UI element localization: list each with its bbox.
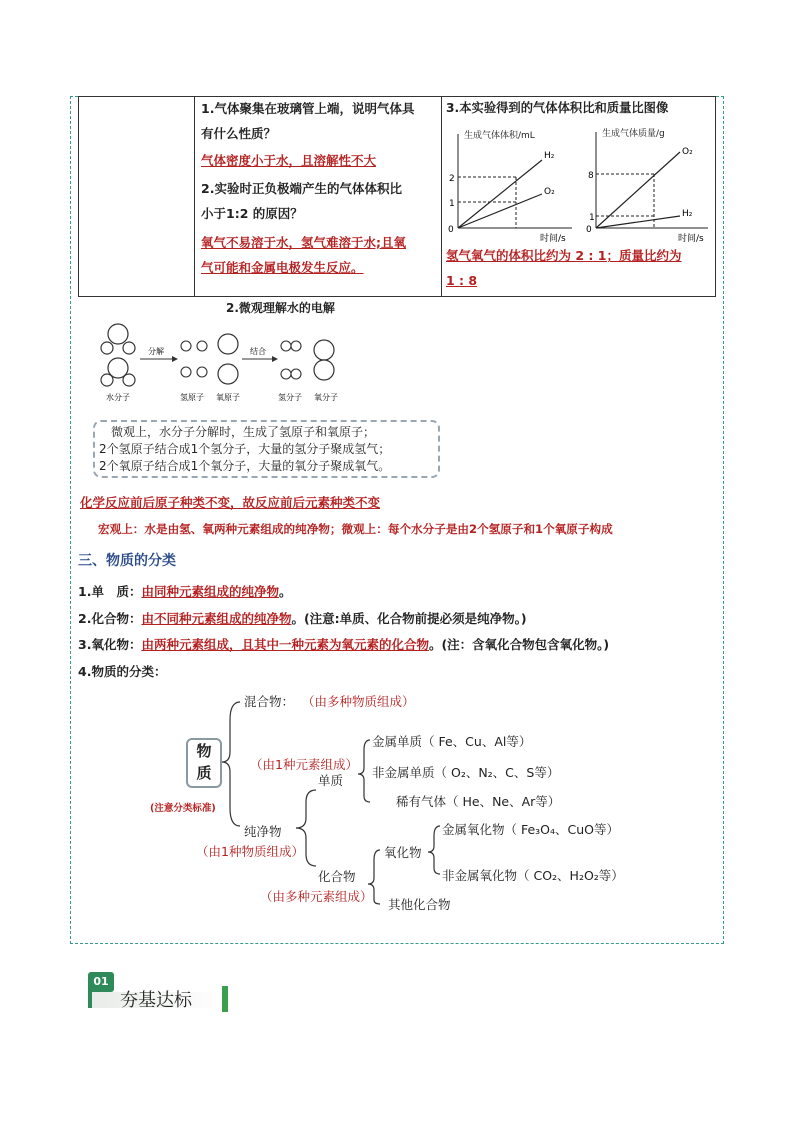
hydrogen-atom-icon: [291, 369, 301, 379]
hydrogen-atom-icon: [181, 367, 191, 377]
tick-label-1: 1: [449, 199, 455, 209]
explanation-line: 2个氢原子结合成1个氢分子，大量的氢分子聚成氢气；: [99, 442, 391, 456]
node-other: 其他化合物: [388, 897, 451, 912]
definition-label: 2.化合物：: [78, 611, 142, 626]
oxygen-atom-icon: [314, 360, 334, 380]
series-label-h2: H₂: [682, 209, 693, 219]
micro-title: 2.微观理解水的电解: [226, 301, 335, 315]
definition-label: 1.单 质：: [78, 584, 142, 599]
node-compound: 化合物: [318, 869, 356, 884]
root-char: 物: [196, 742, 212, 760]
chart-xlabel: 时间/s: [540, 234, 566, 242]
root-note: (注意分类标准): [150, 803, 216, 814]
definition-answer: 由同种元素组成的纯净物: [141, 584, 279, 599]
series-h2-line: [458, 160, 542, 228]
volume-chart: [446, 124, 576, 242]
series-label-o2: O₂: [544, 187, 555, 197]
root-box: [186, 738, 222, 788]
table-divider: [194, 97, 195, 296]
series-h2-line: [596, 216, 680, 228]
arrow-head-icon: [172, 356, 178, 362]
arrow-label: 结合: [250, 347, 266, 356]
hydrogen-atom-icon: [101, 374, 113, 386]
answer-2: 氧气不易溶于水，氢气难溶于水;且氧: [201, 235, 406, 250]
tick-label-2: 2: [449, 174, 455, 184]
arrow-label: 分解: [148, 347, 164, 356]
conclusion: 化学反应前后原子种类不变，故反应前后元素种类不变: [80, 495, 381, 510]
node-pure-note: （由1种物质组成）: [196, 844, 304, 859]
oxygen-atom-icon: [108, 324, 128, 344]
classification-label: 4.物质的分类：: [78, 664, 167, 679]
hydrogen-atom-icon: [281, 341, 291, 351]
node-nonmetal: 非金属单质（ O₂、N₂、C、S等）: [372, 765, 560, 780]
definition-answer: 由不同种元素组成的纯净物: [141, 611, 292, 626]
question-2-cont: 小于1:2 的原因？: [201, 206, 303, 221]
tag-bar: [222, 986, 228, 1012]
label-o-mol: 氧分子: [314, 393, 338, 402]
question-1-cont: 有什么性质？: [201, 126, 277, 141]
answer-3: 氢气氧气的体积比约为 2 : 1；质量比约为: [446, 248, 682, 263]
series-o2-line: [596, 152, 680, 228]
hydrogen-atom-icon: [101, 342, 113, 354]
definition-oxide: [78, 635, 609, 653]
definition-label: 3.氧化物：: [78, 637, 142, 652]
label-h-atom: 氢原子: [180, 393, 204, 402]
node-compound-note: （由多种元素组成）: [260, 889, 373, 904]
arrow-head-icon: [272, 356, 278, 362]
node-element: 单质: [318, 773, 344, 788]
micro-explanation-box: [93, 420, 440, 478]
explanation-line: 微观上，水分子分解时，生成了氢原子和氧原子；: [111, 425, 376, 439]
definition-answer: 由两种元素组成，且其中一种元素为氧元素的化合物: [141, 637, 429, 652]
definition-suffix: 。(注意:单质、化合物前提必须是纯净物。): [291, 611, 527, 626]
table-divider: [441, 97, 442, 296]
node-nonmetal-oxide: 非金属氧化物（ CO₂、H₂O₂等）: [442, 868, 624, 883]
question-3: 3.本实验得到的气体体积比和质量比图像: [446, 101, 669, 115]
node-noble: 稀有气体（ He、Ne、Ar等）: [396, 794, 561, 809]
node-mixture-note: （由多种物质组成）: [302, 694, 415, 709]
tick-label-1: 1: [589, 213, 595, 223]
hydrogen-atom-icon: [123, 342, 135, 354]
label-water: 水分子: [106, 393, 130, 402]
question-1: 1.气体聚集在玻璃管上端，说明气体具: [201, 101, 415, 116]
node-pure: 纯净物: [244, 824, 282, 839]
hydrogen-atom-icon: [197, 367, 207, 377]
node-metal-oxide: 金属氧化物（ Fe₃O₄、CuO等）: [442, 822, 620, 837]
tick-label-0: 0: [586, 225, 592, 235]
answer-2-cont: 气可能和金属电极发生反应。: [201, 260, 364, 275]
chart-ylabel: 生成气体体积/mL: [464, 131, 535, 141]
oxygen-atom-icon: [314, 340, 334, 360]
definition-suffix: 。(注：含氧化合物包含氧化物。): [428, 637, 610, 652]
node-mixture: 混合物：: [244, 694, 295, 709]
series-label-h2: H₂: [544, 151, 555, 161]
hydrogen-atom-icon: [291, 341, 301, 351]
node-oxide: 氧化物: [384, 845, 422, 860]
brace-icon: [428, 826, 440, 874]
question-2: 2.实验时正负极端产生的气体体积比: [201, 181, 402, 196]
hydrogen-atom-icon: [123, 374, 135, 386]
hydrogen-atom-icon: [181, 341, 191, 351]
node-metal: 金属单质（ Fe、Cu、Al等）: [372, 734, 532, 749]
label-h-mol: 氢分子: [278, 393, 302, 402]
mass-chart: [584, 124, 712, 242]
tick-label-0: 0: [448, 225, 454, 235]
tick-label-8: 8: [588, 171, 594, 181]
macro-micro-statement: 宏观上：水是由氢、氧两种元素组成的纯净物；微观上：每个水分子是由2个氢原子和1个氧原子构成: [98, 522, 613, 536]
hydrogen-atom-icon: [197, 341, 207, 351]
explanation-line: 2个氧原子结合成1个氧分子，大量的氧分子聚成氧气。: [99, 459, 391, 473]
chart-xlabel: 时间/s: [678, 234, 704, 242]
definition-suffix: 。: [278, 584, 292, 599]
section-heading: 三、物质的分类: [78, 553, 176, 569]
definition-compound: [78, 609, 527, 627]
chart-ylabel: 生成气体质量/g: [602, 129, 665, 139]
section-number: 01: [88, 972, 114, 992]
oxygen-atom-icon: [218, 364, 238, 384]
brace-icon: [222, 702, 240, 826]
brace-icon: [358, 740, 370, 802]
label-o-atom: 氧原子: [216, 393, 240, 402]
series-o2-line: [458, 194, 542, 228]
answer-3-cont: 1 : 8: [446, 273, 478, 288]
node-element-note: （由1种元素组成）: [250, 757, 358, 772]
oxygen-atom-icon: [218, 334, 238, 354]
hydrogen-atom-icon: [281, 369, 291, 379]
electrolysis-diagram: [96, 322, 346, 404]
answer-1: 气体密度小于水，且溶解性不大: [201, 153, 377, 168]
section-title: 夯基达标: [120, 990, 192, 1011]
series-label-o2: O₂: [682, 147, 693, 157]
definition-element: [78, 582, 291, 600]
root-char: 质: [196, 764, 212, 782]
